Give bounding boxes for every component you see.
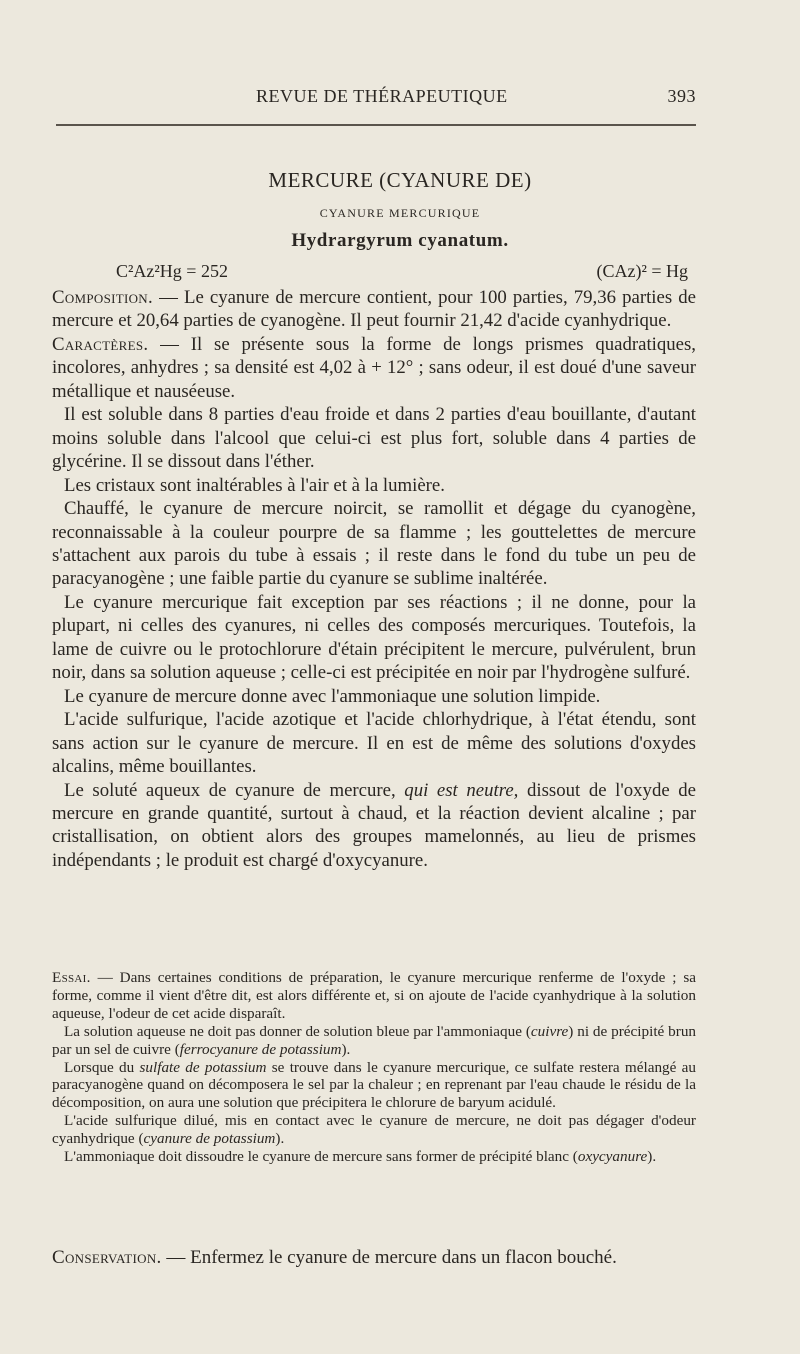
italic-run: ferrocyanure de potassium xyxy=(179,1040,342,1058)
essai-paragraph xyxy=(52,1023,696,1059)
body-paragraph: Les cristaux sont inaltérables à l'air et à la lumière. xyxy=(64,474,445,496)
italic-run: cyanure de potassium xyxy=(143,1130,276,1148)
body-paragraph: Il est soluble dans 8 parties d'eau froide et dans 2 parties d'eau bouillante, d'autant moins soluble dans l'alcool que celui-ci est plus fort, soluble dans 4 parties de glycérine. Il se dissout dans l'éther. xyxy=(52,404,696,473)
essai-paragraph xyxy=(52,1059,696,1113)
essai-text: — Dans certaines conditions de préparation, le cyanure mercurique renferme de l'oxyde ; sa forme, comme il vient d'être dit, est alors différente et, si on ajoute de l'acide cyanhydrique à la solution aqueuse, l'odeur de cet acide disparaît. xyxy=(52,969,696,1022)
caracteres-paragraph xyxy=(52,333,696,403)
body-paragraph: Le cyanure mercurique fait exception par ses réactions ; il ne donne, pour la plupart, ni celles des cyanures, ni celles des composés mercuriques. Toutefois, la lame de cuivre ou le protochlorure d'étain précipitent le mercure, pulvérulent, brun noir, dans sa solution aqueuse ; celle-ci est précipitée en noir par l'hydrogène sulfuré. xyxy=(52,591,696,684)
latin-name: Hydrargyrum cyanatum. xyxy=(291,230,509,251)
essai-section xyxy=(52,969,696,1166)
italic-run: oxycyanure xyxy=(577,1148,648,1166)
composition-paragraph xyxy=(52,286,696,333)
text-run: se trouve dans le cyanure mercurique, ce sulfate restera mélangé au paracyanogène quand on décomposera le sel par la chaleur ; en reprenant par l'eau chaude le résidu de la décomposition, on aura une solution que précipitera le chlorure de baryum acidulé. xyxy=(52,1058,696,1112)
conservation-paragraph xyxy=(52,1246,696,1269)
body-paragraph xyxy=(52,779,696,873)
text-run: Lorsque du xyxy=(64,1058,140,1076)
text-run: L'ammoniaque doit dissoudre le cyanure de mercure sans former de précipité blanc ( xyxy=(64,1148,578,1166)
text-run: Le soluté aqueux de cyanure de mercure, xyxy=(64,779,405,801)
essai-paragraph xyxy=(52,1148,696,1166)
body-paragraph: Le cyanure de mercure donne avec l'ammoniaque une solution limpide. xyxy=(64,685,601,707)
body-paragraph: L'acide sulfurique, l'acide azotique et l'acide chlorhydrique, à l'état étendu, sont sans action sur le cyanure de mercure. Il en est de même des solutions d'oxydes alcalins, même bouillantes. xyxy=(52,709,696,778)
running-title: REVUE DE THÉRAPEUTIQUE xyxy=(256,86,508,106)
formula-structural: (CAz)² = Hg xyxy=(596,261,688,281)
essai-paragraph xyxy=(52,1112,696,1148)
text-run: ). xyxy=(341,1040,351,1058)
caracteres-label: Caractères. xyxy=(52,333,149,355)
composition-label: Composition. xyxy=(52,287,153,308)
article-body xyxy=(52,286,696,872)
conservation-label: Conservation. xyxy=(52,1247,162,1268)
conservation-text: — Enfermez le cyanure de mercure dans un flacon bouché. xyxy=(161,1247,617,1268)
caracteres-text: — Il se présente sous la forme de longs prismes quadratiques, incolores, anhydres ; sa densité est 4,02 à + 12° ; sans odeur, il est doué d'une saveur métallique et nauséeuse. xyxy=(52,333,696,402)
text-run: L'acide sulfurique dilué, mis en contact avec le cyanure de mercure, ne doit pas dégager d'odeur cyanhydrique ( xyxy=(52,1112,696,1148)
text-run: La solution aqueuse ne doit pas donner de solution bleue par l'ammoniaque ( xyxy=(64,1022,531,1040)
essai-paragraph xyxy=(52,969,696,1023)
article-title: MERCURE (CYANURE DE) xyxy=(268,168,532,192)
text-run: ). xyxy=(647,1148,657,1166)
text-run: ). xyxy=(275,1130,285,1148)
italic-run: qui est neutre, xyxy=(404,779,519,801)
italic-run: cuivre xyxy=(530,1022,569,1040)
text-run: ) ni de précipité brun par un sel de cuivre ( xyxy=(52,1022,697,1058)
essai-label: Essai. xyxy=(52,969,91,986)
article-subtitle: CYANURE MERCURIQUE xyxy=(319,206,481,220)
italic-run: sulfate de potassium xyxy=(139,1058,267,1076)
formula-raw: C²Az²Hg = 252 xyxy=(116,261,228,281)
header-rule xyxy=(56,124,696,126)
page-number: 393 xyxy=(667,86,696,106)
body-paragraph: Chauffé, le cyanure de mercure noircit, se ramollit et dégage du cyanogène, reconnaissable à la couleur pourpre de sa flamme ; les gouttelettes de mercure s'attachent aux parois du tube à essais ; il reste dans le fond du tube un peu de paracyanogène ; une faible partie du cyanure se sublime inaltérée. xyxy=(52,498,696,590)
composition-text: — Le cyanure de mercure contient, pour 100 parties, 79,36 parties de mercure et 20,64 parties de cyanogène. Il peut fournir 21,42 d'acide cyanhydrique. xyxy=(52,287,696,332)
text-run: dissout de l'oxyde de mercure en grande quantité, surtout à chaud, et la réaction devient alcaline ; par cristallisation, on obtient alors des groupes mamelonnés, au lieu de prismes indépendants ; le produit est chargé d'oxycyanure. xyxy=(52,779,697,871)
